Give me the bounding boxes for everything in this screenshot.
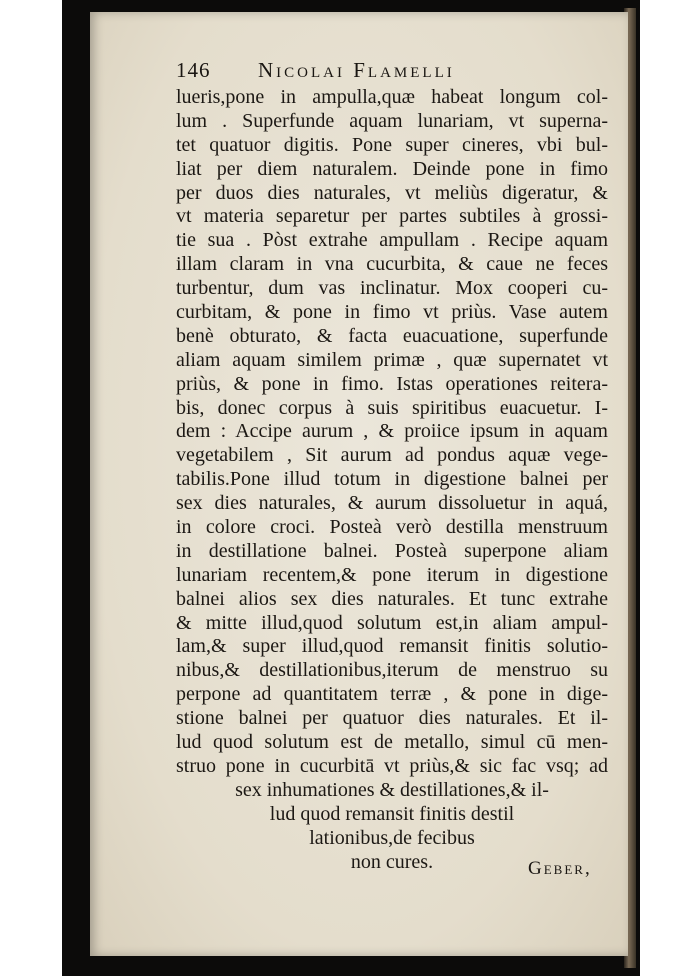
text-line: lud quod solutum est de metallo, simul cū men- bbox=[176, 731, 608, 754]
text-line: in colore croci. Posteà verò destilla menstruum bbox=[176, 516, 608, 539]
text-line: lum . Superfunde aquam lunariam, vt superna- bbox=[176, 109, 608, 132]
text-line: tabilis.Pone illud totum in digestione balnei per bbox=[176, 468, 608, 491]
text-line: aliam aquam similem primæ , quæ supernatet vt bbox=[176, 348, 608, 371]
catchword: Geber, bbox=[528, 858, 592, 879]
text-line: & mitte illud,quod solutum est,in aliam ampul- bbox=[176, 611, 608, 634]
text-line: vt materia separetur per partes subtiles à grossi- bbox=[176, 205, 608, 228]
text-line: struo pone in cucurbitā vt priùs,& sic fac vsq; ad bbox=[176, 754, 608, 777]
body-text bbox=[176, 86, 608, 874]
text-line: lud quod remansit finitis destil bbox=[269, 802, 515, 825]
text-line: liat per diem naturalem. Deinde pone in fimo bbox=[176, 157, 608, 180]
text-line: tie sua . Pòst extrahe ampullam . Recipe aquam bbox=[176, 229, 608, 252]
text-line: lam,& super illud,quod remansit finitis solutio- bbox=[176, 635, 608, 658]
text-line: bis, donec corpus à suis spiritibus euacuetur. I- bbox=[176, 396, 608, 419]
text-line: in destillatione balnei. Posteà superpone aliam bbox=[176, 539, 608, 562]
text-line: dem : Accipe aurum , & proiice ipsum in aquam bbox=[176, 420, 608, 443]
text-line: priùs, & pone in fimo. Istas operationes reitera- bbox=[176, 372, 608, 395]
text-line: non cures. bbox=[350, 850, 434, 873]
text-line: illam claram in vna cucurbita, & caue ne feces bbox=[176, 253, 608, 276]
text-line: sex dies naturales, & aurum dissoluetur in aquá, bbox=[176, 492, 608, 515]
text-line: stione balnei per quatuor dies naturales. Et il- bbox=[176, 707, 608, 730]
running-head bbox=[176, 55, 536, 89]
text-line: nibus,& destillationibus,iterum de menstruo su bbox=[176, 659, 608, 682]
text-line: turbentur, dum vas inclinatur. Mox cooperi cu- bbox=[176, 277, 608, 300]
text-line: lunariam recentem,& pone iterum in digestione bbox=[176, 563, 608, 586]
text-line: benè obturato, & facta euacuatione, superfunde bbox=[176, 324, 608, 347]
text-line: lueris,pone in ampulla,quæ habeat longum col- bbox=[176, 86, 608, 108]
text-line: per duos dies naturales, vt meliùs digeratur, & bbox=[176, 181, 608, 204]
text-line: curbitam, & pone in fimo vt priùs. Vase autem bbox=[176, 301, 608, 324]
text-line: tet quatuor digitis. Pone super cineres, vbi bul- bbox=[176, 133, 608, 156]
book-title: Nicolai Flamelli bbox=[258, 58, 455, 82]
text-line: lationibus,de fecibus bbox=[309, 826, 475, 849]
text-line: perpone ad quantitatem terræ , & pone in dige- bbox=[176, 683, 608, 706]
text-line: balnei alios sex dies naturales. Et tunc extrahe bbox=[176, 587, 608, 610]
page-number: 146 bbox=[176, 58, 211, 82]
text-line: vegetabilem , Sit aurum ad pondus aquæ vege- bbox=[176, 444, 608, 467]
text-line: sex inhumationes & destillationes,& il- bbox=[235, 778, 549, 801]
